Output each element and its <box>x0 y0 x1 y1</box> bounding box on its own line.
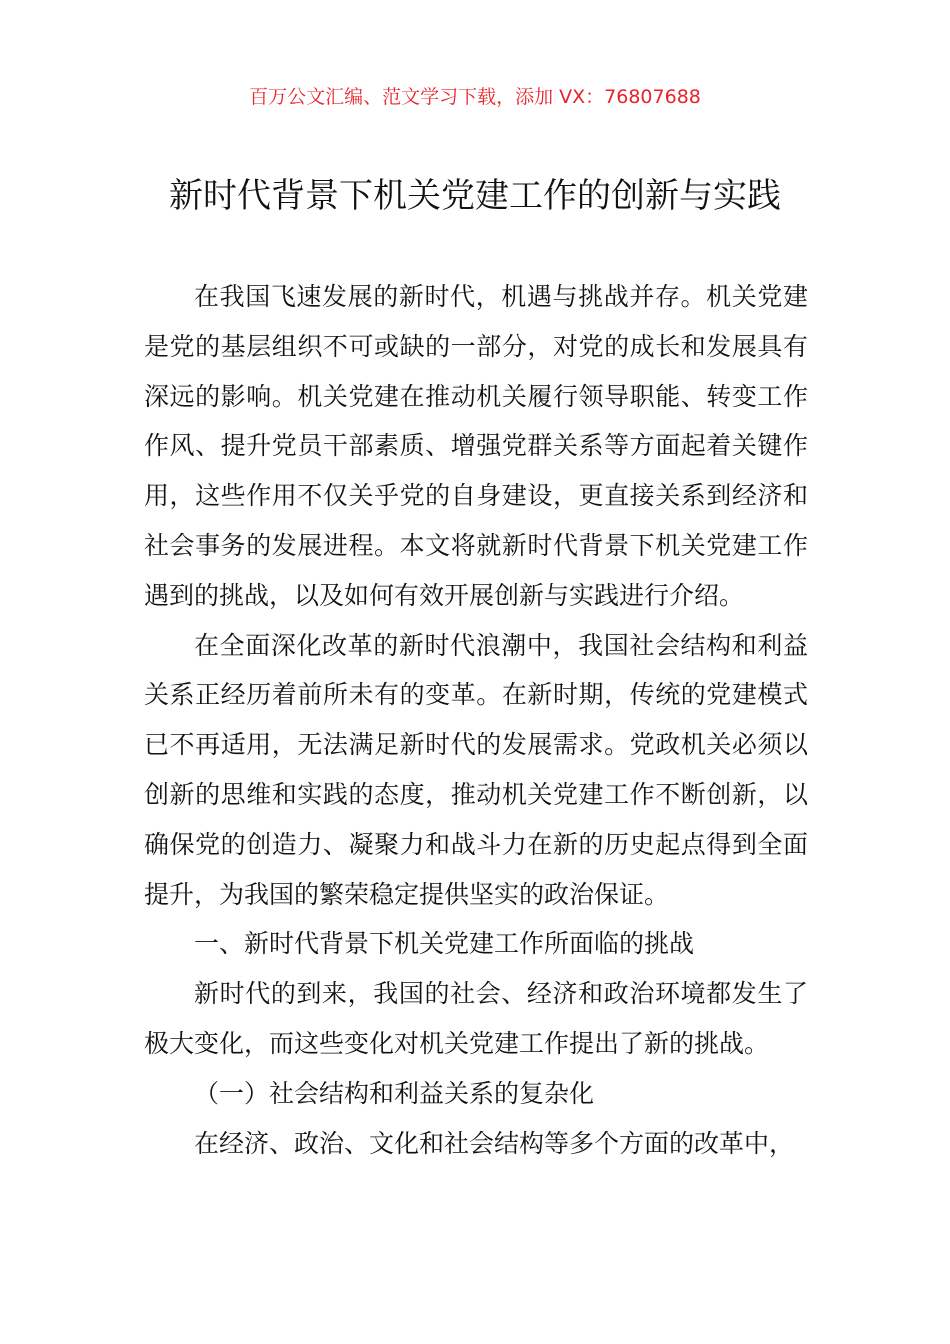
subsection-heading: （一）社会结构和利益关系的复杂化 <box>194 1078 595 1108</box>
body-paragraph: 在经济、政治、文化和社会结构等多个方面的改革中， <box>194 1128 795 1158</box>
document-title: 新时代背景下机关党建工作的创新与实践 <box>169 176 781 216</box>
document-body <box>144 272 808 1168</box>
header-watermark-note: 百万公文汇编、范文学习下载，添加 VX：76807688 <box>249 86 701 108</box>
body-paragraph: 新时代的到来，我国的社会、经济和政治环境都发生了极大变化，而这些变化对机关党建工作提出了新的挑战。 <box>144 979 808 1058</box>
body-paragraph: 在我国飞速发展的新时代，机遇与挑战并存。机关党建是党的基层组织不可或缺的一部分，对党的成长和发展具有深远的影响。机关党建在推动机关履行领导职能、转变工作作风、提升党员干部素质、增强党群关系等方面起着关键作用，这些作用不仅关乎党的自身建设，更直接关系到经济和社会事务的发展进程。本文将就新时代背景下机关党建工作遇到的挑战，以及如何有效开展创新与实践进行介绍。 <box>144 282 808 610</box>
section-heading: 一、新时代背景下机关党建工作所面临的挑战 <box>194 929 695 959</box>
body-paragraph: 在全面深化改革的新时代浪潮中，我国社会结构和利益关系正经历着前所未有的变革。在新时期，传统的党建模式已不再适用，无法满足新时代的发展需求。党政机关必须以创新的思维和实践的态度，推动机关党建工作不断创新，以确保党的创造力、凝聚力和战斗力在新的历史起点得到全面提升，为我国的繁荣稳定提供坚实的政治保证。 <box>144 630 808 909</box>
